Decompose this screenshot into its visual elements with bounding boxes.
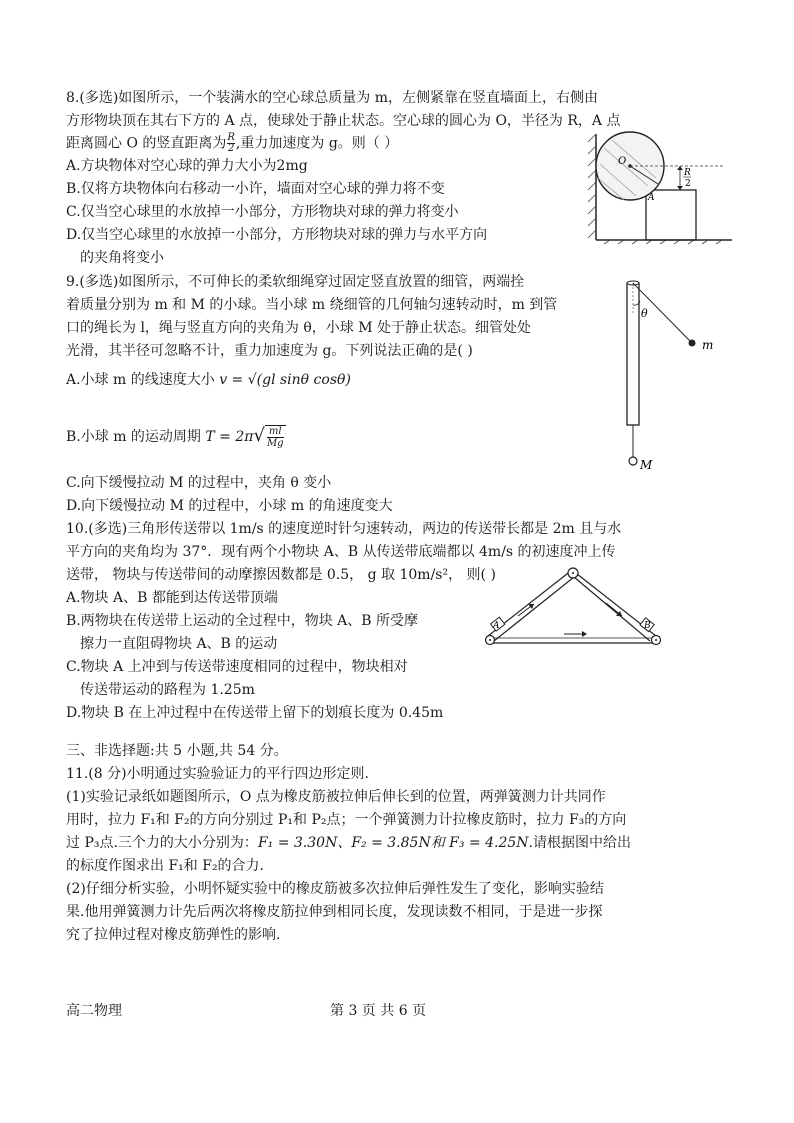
- q9-option-a: A.小球 m 的线速度大小 v = √(gl sinθ cosθ): [66, 372, 351, 388]
- footer-subject: 高二物理: [66, 1003, 122, 1019]
- sqrt-symbol: √: [253, 425, 265, 446]
- q10-option-a: A.物块 A、B 都能到达传送带顶端: [66, 590, 278, 606]
- q10-line-2: 平方向的夹角均为 37°．现有两个小物块 A、B 从传送带底端都以 4m/s 的初速度冲上传: [66, 544, 616, 560]
- q9-option-d: D.向下缓慢拉动 M 的过程中，小球 m 的角速度变大: [66, 498, 393, 514]
- q10-option-d: D.物块 B 在上冲过程中在传送带上留下的划痕长度为 0.45m: [66, 705, 444, 721]
- q11-part1-line-2: 用时，拉力 F₁和 F₂的方向分别过 P₁和 P₂点；一个弹簧测力计拉橡皮筋时，拉力 F₃的方向: [66, 812, 627, 828]
- q11-part1-line-3: 过 P₃点.三个力的大小分别为：F₁ = 3.30N、F₂ = 3.85N和 F₃ = 4.25N.请根据图中给出: [66, 835, 631, 851]
- q9-option-b: B.小球 m 的运动周期 T = 2π√ $\frac{ml}{Mg}$: [66, 425, 284, 449]
- q11-part1-line-4: 的标度作图求出 F₁和 F₂的合力.: [66, 858, 265, 874]
- q10-option-b: B.两物块在传送带上运动的全过程中，物块 A、B 所受摩: [66, 613, 419, 629]
- q11-title: 11.(8 分)小明通过实验验证力的平行四边形定则.: [66, 766, 369, 782]
- q9-line-2: 着质量分别为 m 和 M 的小球。当小球 m 绕细管的几何轴匀速转动时，m 到管: [66, 297, 558, 313]
- q10-figure: [478, 556, 668, 648]
- q11-part2-line-2: 果.他用弹簧测力计先后两次将橡皮筋拉伸到相同长度，发现读数不相同，于是进一步探: [66, 904, 603, 920]
- q8-option-d: D.仅当空心球里的水放掉一小部分，方形物块对球的弹力与水平方向: [66, 227, 488, 243]
- footer-page-number: 第 3 页 共 6 页: [330, 1003, 427, 1019]
- section-heading: 三、非选择题:共 5 小题,共 54 分。: [66, 743, 288, 759]
- q8-line-2: 方形物块顶在其右下方的 A 点，使球处于静止状态。空心球的圆心为 O，半径为 R，A 点: [66, 113, 621, 129]
- q9-line-4: 光滑，其半径可忽略不计，重力加速度为 g。下列说法正确的是( ): [66, 343, 473, 359]
- q10-line-1: 10.(多选)三角形传送带以 1m/s 的速度逆时针匀速转动，两边的传送带长都是 2m 且与水: [66, 521, 622, 537]
- q8-fig-label-a: A: [648, 193, 655, 203]
- q9-line-1: 9.(多选)如图所示，不可伸长的柔软细绳穿过固定竖直放置的细管，两端拴: [66, 274, 525, 290]
- q8-fraction: $\frac{R}{2}$: [227, 132, 235, 154]
- q10-fig-block-a: A: [493, 621, 500, 631]
- q9-option-c: C.向下缓慢拉动 M 的过程中，夹角 θ 变小: [66, 475, 332, 491]
- q9-option-a-formula: v = √(gl sinθ cosθ): [219, 372, 351, 388]
- q9-figure: [600, 275, 730, 475]
- q9-fig-theta: θ: [641, 307, 648, 320]
- q9-option-b-fraction: $\frac{ml}{Mg}$: [266, 426, 284, 449]
- q10-line-3: 送带， 物块与传送带间的动摩擦因数都是 0.5， g 取 10m/s²， 则( ): [66, 567, 496, 583]
- q8-line-1: 8.(多选)如图所示，一个装满水的空心球总质量为 m，左侧紧靠在竖直墙面上，右侧由: [66, 90, 599, 106]
- q11-force-values: F₁ = 3.30N、F₂ = 3.85N和 F₃ = 4.25N: [257, 835, 529, 851]
- q8-figure: [584, 134, 734, 244]
- q8-fig-label-2: 2: [685, 179, 691, 189]
- q9-line-3: 口的绳长为 l，绳与竖直方向的夹角为 θ，小球 M 处于静止状态。细管处处: [66, 320, 532, 336]
- q8-option-c: C.仅当空心球里的水放掉一小部分，方形物块对球的弹力将变小: [66, 204, 459, 220]
- q8-option-b: B.仅将方块物体向右移动一小许，墙面对空心球的弹力将不变: [66, 181, 445, 197]
- q10-fig-block-b: B: [644, 621, 651, 631]
- q8-option-a: A.方块物体对空心球的弹力大小为2mg: [66, 158, 308, 174]
- q11-part2-line-3: 究了拉伸过程对橡皮筋弹性的影响.: [66, 927, 281, 943]
- q11-part1-line-1: (1)实验记录纸如题图所示，O 点为橡皮筋被拉伸后伸长到的位置，两弹簧测力计共同作: [66, 789, 606, 805]
- q8-fig-label-o: O: [618, 156, 627, 167]
- q9-fig-m: m: [702, 338, 714, 352]
- q9-fig-bigm: M: [640, 458, 653, 472]
- q8-line-3: 距离圆心 O 的竖直距离为 $\frac{R}{2}$ ,重力加速度为 g。则（ ）: [66, 132, 399, 154]
- q8-option-d-cont: 的夹角将变小: [80, 250, 164, 266]
- q10-option-c-cont: 传送带运动的路程为 1.25m: [80, 682, 255, 698]
- q10-option-b-cont: 擦力一直阻碍物块 A、B 的运动: [80, 636, 278, 652]
- q10-option-c: C.物块 A 上冲到与传送带速度相同的过程中，物块相对: [66, 659, 408, 675]
- q11-part2-line-1: (2)仔细分析实验，小明怀疑实验中的橡皮筋被多次拉伸后弹性发生了变化，影响实验结: [66, 881, 604, 897]
- q8-fig-label-r: R: [684, 168, 691, 178]
